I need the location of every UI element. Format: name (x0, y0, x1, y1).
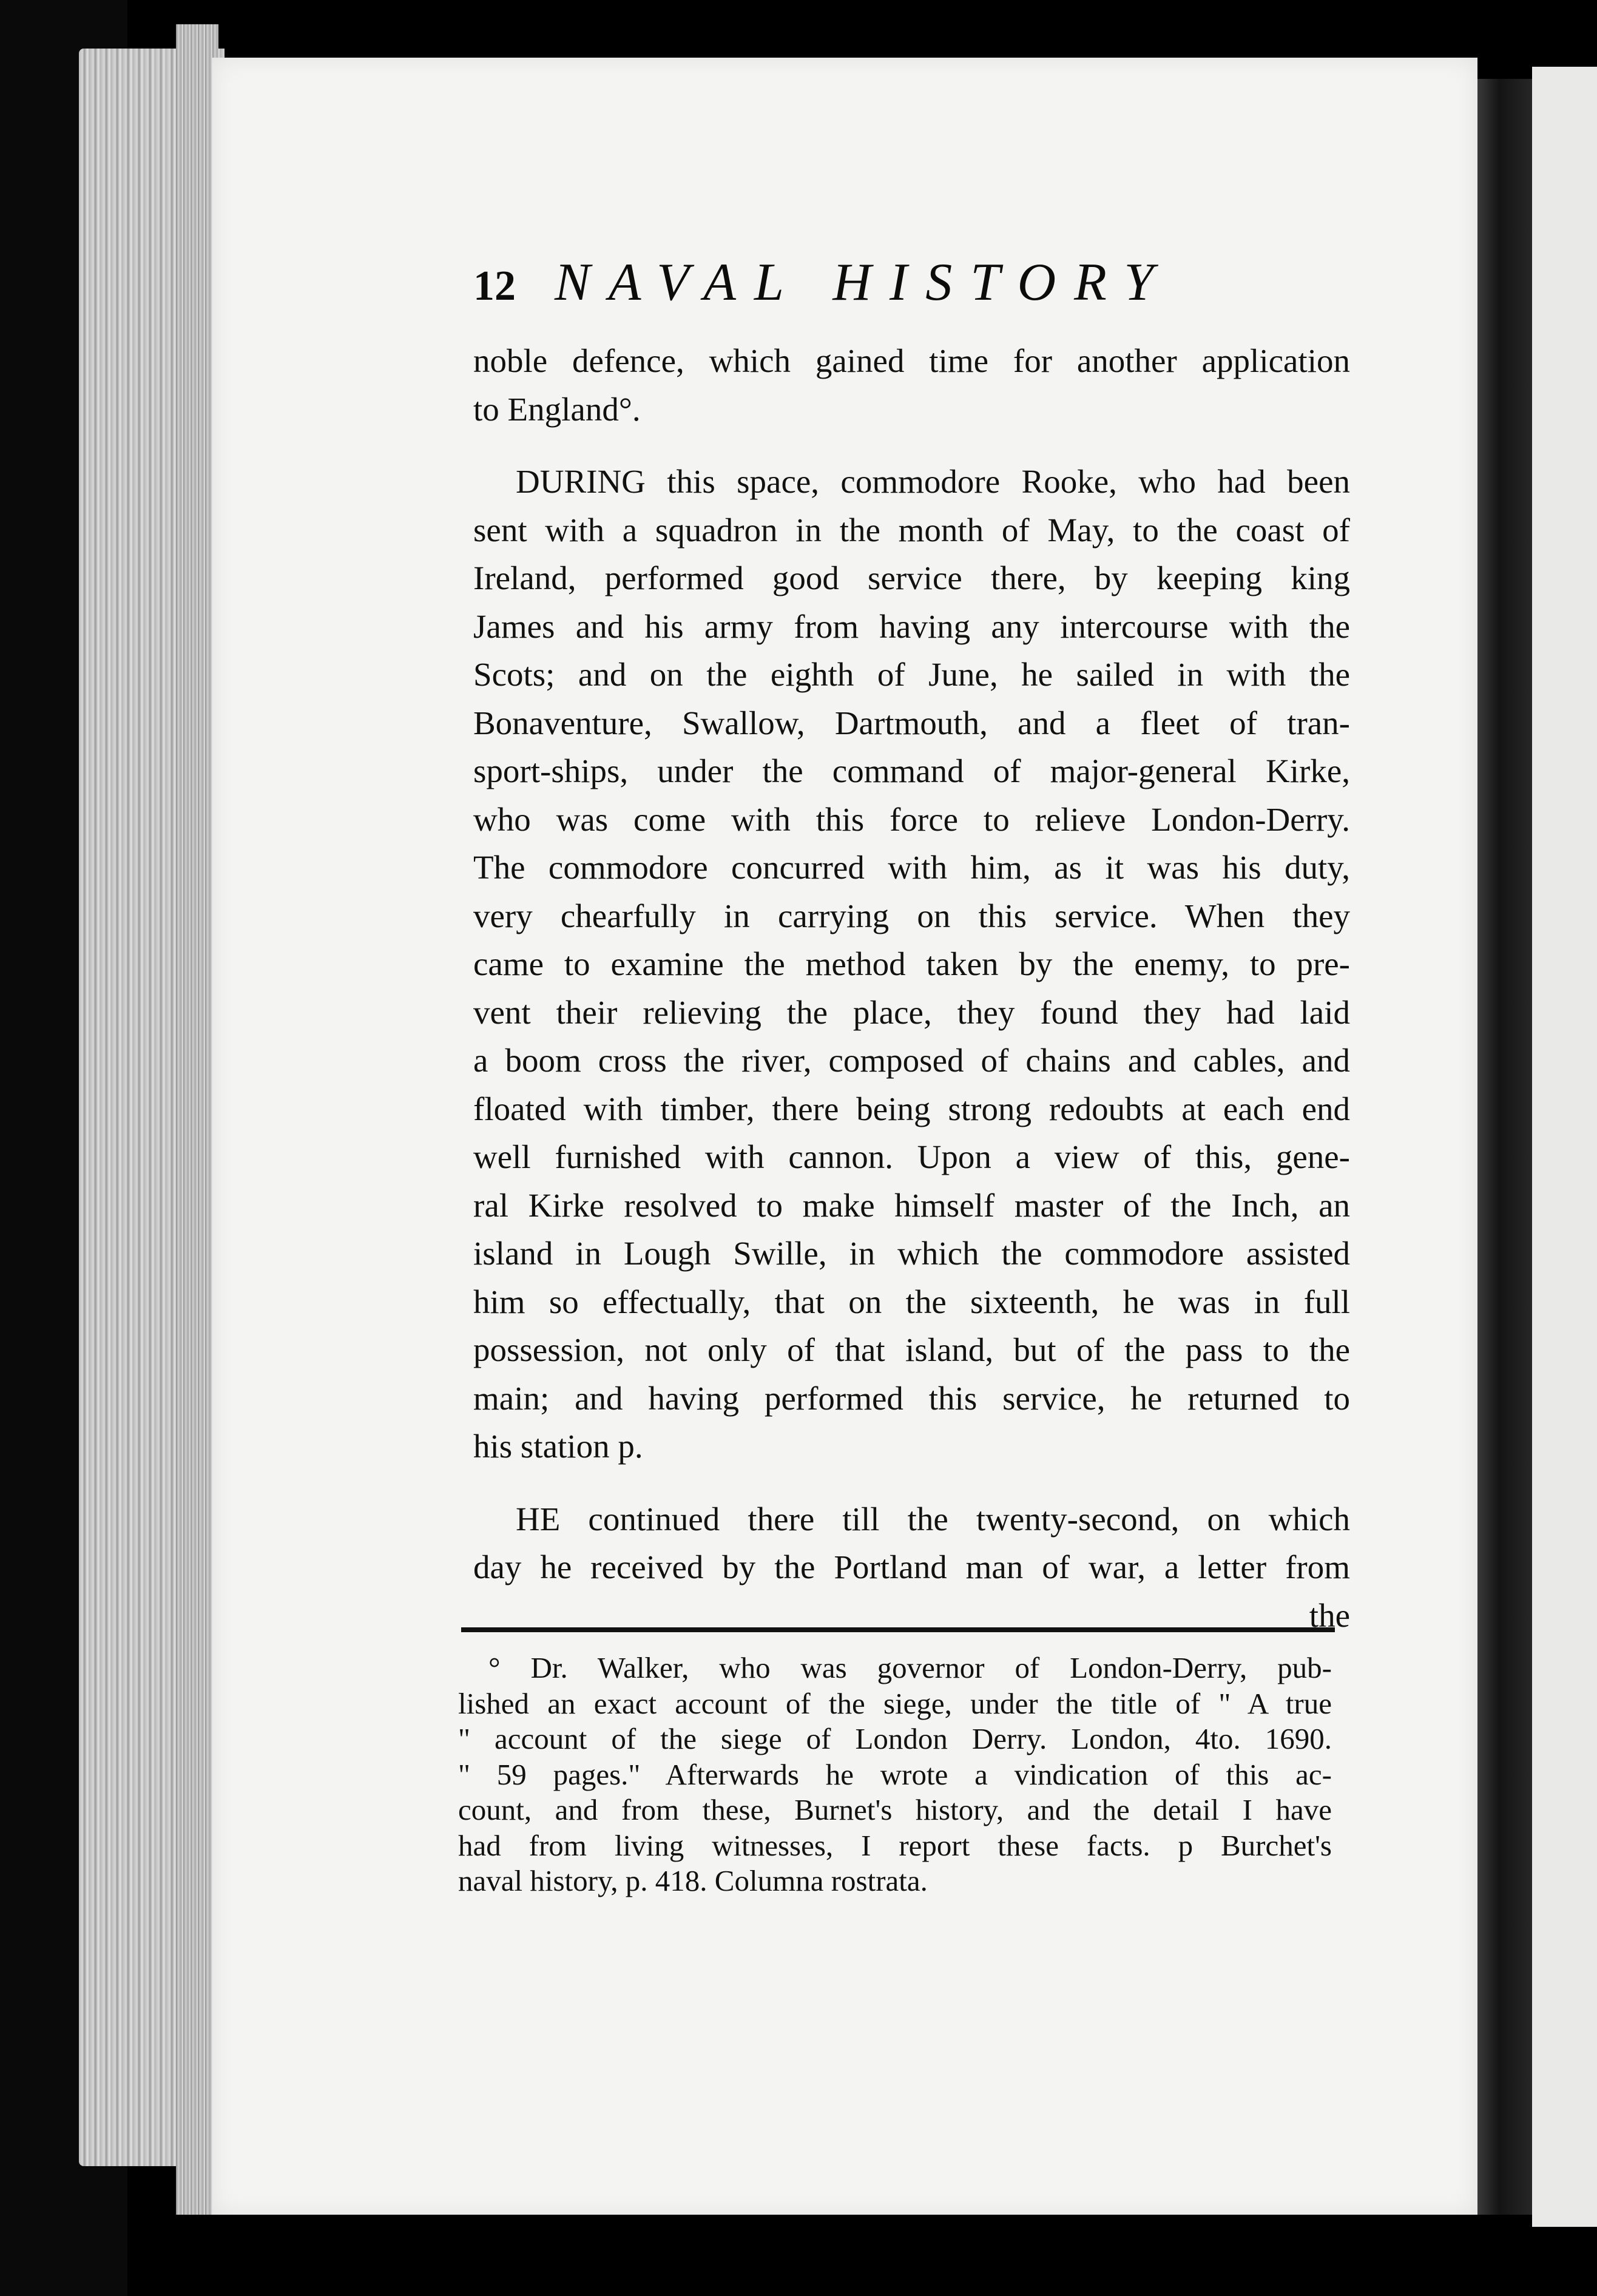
paragraph-gap (473, 433, 1350, 458)
footnote-line: had from living witnesses, I report these facts. p Burchet's (458, 1828, 1332, 1862)
footnote-line: ° Dr. Walker, who was governor of London-Derry, pub- (488, 1651, 1332, 1684)
footnote-line: count, and from these, Burnet's history, and the detail I have (458, 1793, 1332, 1826)
body-line: sport-ships, under the command of major-general Kirke, (473, 752, 1350, 789)
running-head (473, 252, 1262, 319)
body-line: who was come with this force to relieve London-Derry. (473, 800, 1350, 838)
body-line: Scots; and on the eighth of June, he sailed in with the (473, 656, 1350, 693)
body-line: DURING this space, commodore Rooke, who had been (516, 463, 1350, 500)
body-line: vent their relieving the place, they found they had laid (473, 993, 1350, 1031)
footnote-line: lished an exact account of the siege, under the title of " A true (458, 1686, 1332, 1720)
body-line: sent with a squadron in the month of May, to the coast of (473, 511, 1350, 549)
body-line: day he received by the Portland man of war, a letter from (473, 1548, 1350, 1585)
body-line: very chearfully in carrying on this service. When they (473, 897, 1350, 934)
paragraph-gap (473, 1471, 1350, 1495)
body-line: came to examine the method taken by the enemy, to pre- (473, 945, 1350, 982)
body-line: noble defence, which gained time for another application (473, 342, 1350, 379)
body-line: island in Lough Swille, in which the commodore assisted (473, 1235, 1350, 1272)
body-line: to England°. (473, 390, 641, 428)
body-text (473, 337, 1350, 1639)
body-line: James and his army from having any intercourse with the (473, 607, 1350, 645)
footnotes (458, 1650, 1332, 1899)
body-line: Ireland, performed good service there, by keeping king (473, 559, 1350, 596)
book-gutter (1477, 79, 1532, 2215)
body-line: possession, not only of that island, but of the pass to the (473, 1331, 1350, 1368)
footnote-line: " account of the siege of London Derry. London, 4to. 1690. (458, 1722, 1332, 1755)
facing-page-edge (1532, 67, 1597, 2227)
page-number: 12 (473, 263, 516, 309)
body-line: floated with timber, there being strong redoubts at each end (473, 1090, 1350, 1127)
catchword: the (1309, 1596, 1350, 1634)
running-head-title: NAVAL HISTORY (555, 253, 1172, 312)
body-line: his station p. (473, 1428, 643, 1465)
body-line: main; and having performed this service, he returned to (473, 1379, 1350, 1417)
footnote-line: naval history, p. 418. Columna rostrata. (458, 1864, 928, 1897)
scan-background-top-right (1532, 0, 1597, 67)
body-line: The commodore concurred with him, as it was his duty, (473, 849, 1350, 886)
body-line: him so effectually, that on the sixteenth, he was in full (473, 1283, 1350, 1320)
body-line: Bonaventure, Swallow, Dartmouth, and a fleet of tran- (473, 704, 1350, 741)
footnote-line: " 59 pages." Afterwards he wrote a vindication of this ac- (458, 1757, 1332, 1791)
footnote-rule (461, 1627, 1335, 1632)
body-line: HE continued there till the twenty-second, on which (516, 1500, 1350, 1538)
body-line: a boom cross the river, composed of chains and cables, and (473, 1042, 1350, 1079)
body-line: well furnished with cannon. Upon a view of this, gene- (473, 1138, 1350, 1175)
body-line: ral Kirke resolved to make himself master of the Inch, an (473, 1186, 1350, 1224)
